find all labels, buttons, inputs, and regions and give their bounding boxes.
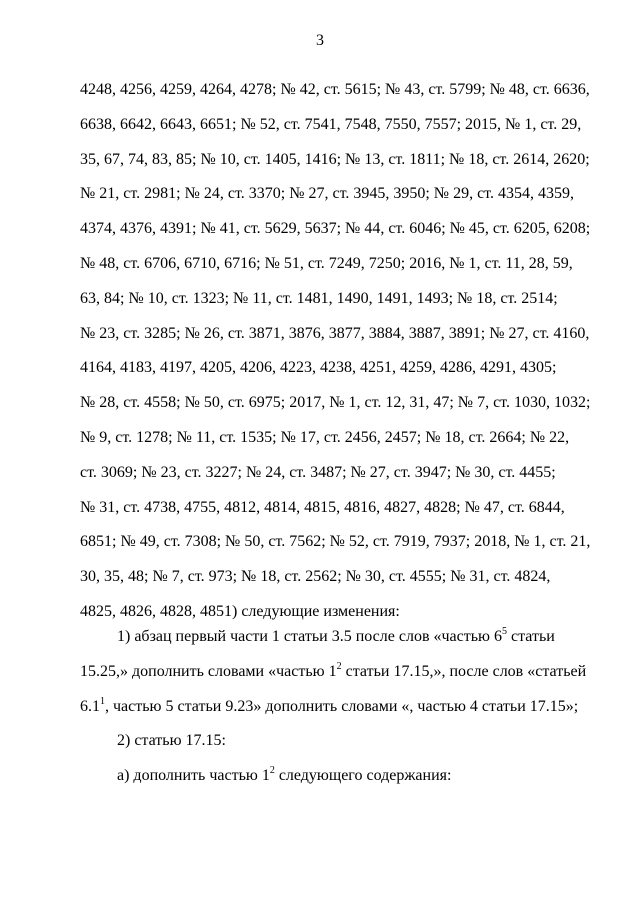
amendment-item-2: 2) статью 17.15: bbox=[117, 732, 226, 749]
item-1-line-2-text-end: статьи 17.15,», после слов «статьей bbox=[341, 662, 587, 680]
superscript: 2 bbox=[336, 660, 342, 672]
item-1-line-3 bbox=[80, 690, 579, 725]
item-1-line-2 bbox=[80, 655, 587, 690]
text-line: № 9, ст. 1278; № 11, ст. 1535; № 17, ст. 2456, 2457; № 18, ст. 2664; № 22, bbox=[80, 428, 570, 446]
superscript: 2 bbox=[269, 765, 275, 776]
text-line: № 31, ст. 4738, 4755, 4812, 4814, 4815, 4816, 4827, 4828; № 47, ст. 6844, bbox=[80, 498, 565, 516]
item-1-line-1 bbox=[80, 620, 555, 655]
text-line: 6638, 6642, 6643, 6651; № 52, ст. 7541, 7548, 7550, 7557; 2015, № 1, ст. 29, bbox=[80, 115, 582, 133]
superscript: 1 bbox=[100, 695, 105, 707]
item-3-text-end: следующего содержания: bbox=[274, 767, 452, 784]
text-line: 35, 67, 74, 83, 85; № 10, ст. 1405, 1416; № 13, ст. 1811; № 18, ст. 2614, 2620; bbox=[80, 150, 590, 168]
amendment-item-3 bbox=[80, 759, 546, 794]
text-line: 4374, 4376, 4391; № 41, ст. 5629, 5637; № 44, ст. 6046; № 45, ст. 6205, 6208; bbox=[80, 220, 591, 238]
item-3-text: а) дополнить частью 1 bbox=[117, 767, 270, 784]
page-number: 3 bbox=[316, 32, 324, 49]
text-line: 4825, 4826, 4828, 4851) следующие изменения: bbox=[80, 602, 400, 620]
text-line: ст. 3069; № 23, ст. 3227; № 24, ст. 3487; № 27, ст. 3947; № 30, ст. 4455; bbox=[80, 463, 556, 481]
item-1-line-3-text-end: , частью 5 статьи 9.23» дополнить словами «, частью 4 статьи 17.15»; bbox=[105, 697, 579, 715]
superscript: 5 bbox=[502, 626, 507, 637]
text-line: 4248, 4256, 4259, 4264, 4278; № 42, ст. 5615; № 43, ст. 5799; № 48, ст. 6636, bbox=[80, 81, 590, 98]
text-line: № 21, ст. 2981; № 24, ст. 3370; № 27, ст. 3945, 3950; № 29, ст. 4354, 4359, bbox=[80, 185, 574, 203]
text-line: 6851; № 49, ст. 7308; № 50, ст. 7562; № 52, ст. 7919, 7937; 2018, № 1, ст. 21, bbox=[80, 533, 591, 551]
text-line: 63, 84; № 10, ст. 1323; № 11, ст. 1481, 1490, 1491, 1493; № 18, ст. 2514; bbox=[80, 289, 558, 307]
amendment-item-1 bbox=[80, 620, 587, 724]
text-line: № 23, ст. 3285; № 26, ст. 3871, 3876, 3877, 3884, 3887, 3891; № 27, ст. 4160, bbox=[80, 324, 590, 342]
text-line: № 28, ст. 4558; № 50, ст. 6975; 2017, № 1, ст. 12, 31, 47; № 7, ст. 1030, 1032; bbox=[80, 394, 591, 412]
text-line: 30, 35, 48; № 7, ст. 973; № 18, ст. 2562; № 30, ст. 4555; № 31, ст. 4824, bbox=[80, 568, 551, 586]
text-line: № 48, ст. 6706, 6710, 6716; № 51, ст. 7249, 7250; 2016, № 1, ст. 11, 28, 59, bbox=[80, 254, 573, 272]
amendment-citation-paragraph bbox=[80, 73, 591, 630]
item-1-line-3-text: 6.1 bbox=[80, 697, 100, 715]
text-line: 4164, 4183, 4197, 4205, 4206, 4223, 4238, 4251, 4259, 4286, 4291, 4305; bbox=[80, 359, 557, 377]
item-1-line-1-text-end: статьи bbox=[507, 628, 555, 645]
item-1-line-1-text: 1) абзац первый части 1 статьи 3.5 после слов «частью 6 bbox=[117, 628, 502, 645]
item-1-line-2-text: 15.25,» дополнить словами «частью 1 bbox=[80, 662, 337, 680]
